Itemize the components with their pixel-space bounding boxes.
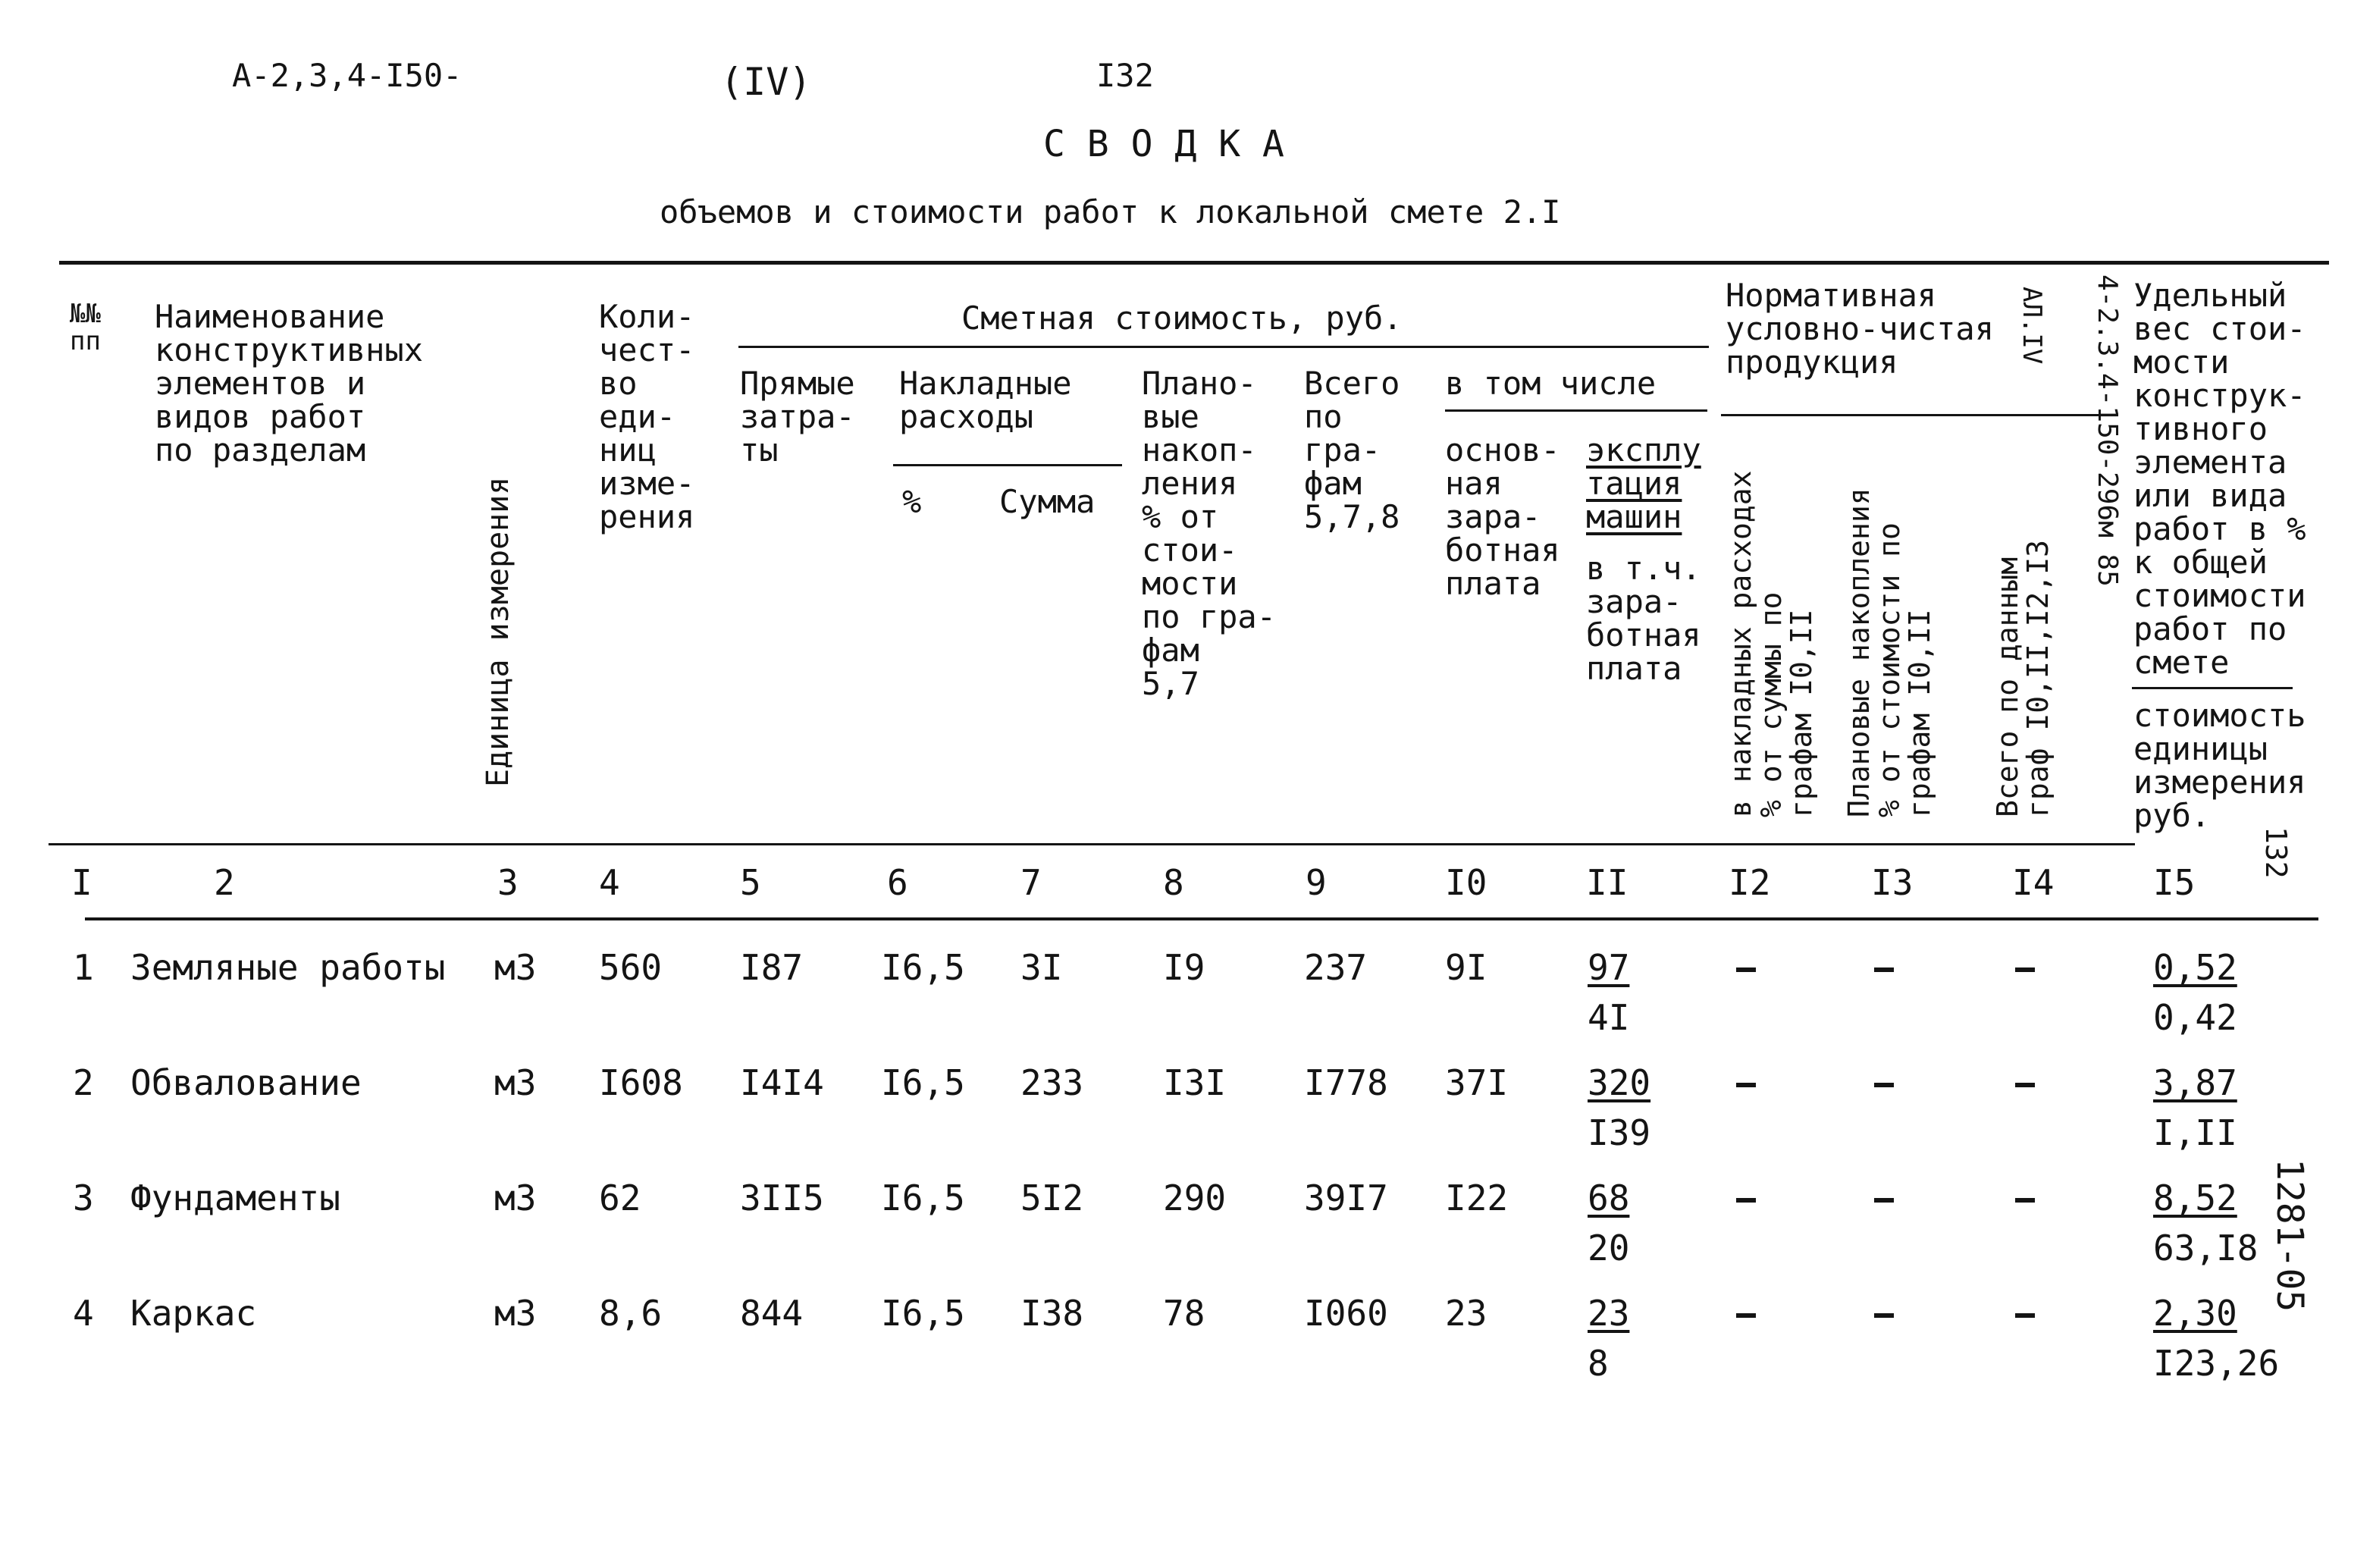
row-machines-wage: 20 — [1588, 1228, 1630, 1269]
header-planned-savings: Плано- вые накоп- ления % от стои- мости по гра- фам 5,7 — [1142, 365, 1277, 702]
row-quantity: I608 — [599, 1062, 683, 1103]
row-machines: 97 — [1588, 947, 1630, 988]
estimate-group-rule — [738, 346, 1709, 348]
row-unit: м3 — [494, 947, 537, 988]
row-basic-wage: I22 — [1445, 1178, 1509, 1218]
row-unit: м3 — [494, 1293, 537, 1334]
row-total: I778 — [1304, 1062, 1388, 1103]
row-name: Каркас — [130, 1293, 257, 1334]
including-subrule — [1445, 409, 1707, 412]
row-number: 4 — [73, 1293, 94, 1334]
column-number: 2 — [214, 862, 235, 903]
row-basic-wage: 23 — [1445, 1293, 1487, 1334]
header-normative: Нормативная условно-чистая продукция — [1726, 277, 1995, 381]
column-number: 5 — [740, 862, 761, 903]
row-quantity: 560 — [599, 947, 663, 988]
header-overhead-sum: Сумма — [999, 483, 1096, 520]
column-number: 9 — [1306, 862, 1327, 903]
row-planned: I3I — [1163, 1062, 1227, 1103]
row-name: Обвалование — [130, 1062, 362, 1103]
column-number: 8 — [1163, 862, 1184, 903]
row-unit-cost: 0,42 — [2153, 997, 2237, 1038]
header-bottom-rule — [49, 843, 2135, 845]
row-unit-cost: I,II — [2153, 1112, 2237, 1153]
row-planned: I9 — [1163, 947, 1205, 988]
row-number: 1 — [73, 947, 94, 988]
column-number: I4 — [2012, 862, 2055, 903]
column-number: 4 — [599, 862, 620, 903]
header-direct-costs: Прямые затра- ты — [740, 365, 855, 469]
header-basic-wage: основ- ная зара- ботная плата — [1445, 431, 1560, 602]
row-unit-cost: 63,I8 — [2153, 1228, 2259, 1269]
row-share: 0,52 — [2153, 947, 2237, 988]
margin-page-note: 132 — [2259, 826, 2293, 879]
document-subtitle: объемов и стоимости работ к локальной смете 2.I — [660, 193, 1561, 230]
share-divider-rule — [2132, 687, 2293, 689]
header-name: Наименование конструктивных элементов и видов работ по разделам — [155, 298, 424, 469]
row-machines-wage: 4I — [1588, 997, 1630, 1038]
row-machines-wage: I39 — [1588, 1112, 1651, 1153]
row-overhead-percent: I6,5 — [881, 1293, 965, 1334]
row-overhead-sum: 5I2 — [1020, 1178, 1084, 1218]
row-c14-dash — [2015, 1198, 2035, 1203]
normative-subrule — [1721, 414, 2117, 416]
row-quantity: 8,6 — [599, 1293, 663, 1334]
row-overhead-percent: I6,5 — [881, 1062, 965, 1103]
header-including: в том числе — [1445, 365, 1657, 402]
document-title: С В О Д К А — [1043, 123, 1284, 165]
row-total: I060 — [1304, 1293, 1388, 1334]
row-overhead-percent: I6,5 — [881, 947, 965, 988]
column-number: 7 — [1020, 862, 1042, 903]
row-share: 8,52 — [2153, 1178, 2237, 1218]
part-number: (IV) — [720, 60, 812, 104]
row-c12-dash — [1736, 1083, 1756, 1087]
header-in-planned: Плановые накопления % от стоимости по графам I0,II — [1842, 488, 1936, 817]
row-c13-dash — [1874, 1313, 1894, 1318]
row-name: Фундаменты — [130, 1178, 340, 1218]
column-number: II — [1586, 862, 1628, 903]
document-code: А-2,3,4-I50- — [232, 57, 462, 94]
row-unit-cost: I23,26 — [2153, 1343, 2280, 1384]
header-unit: Единица измерения — [481, 476, 516, 787]
header-num: №№ пп — [70, 299, 101, 356]
row-c13-dash — [1874, 1083, 1894, 1087]
column-numbers-rule — [85, 917, 2318, 920]
margin-album-note: АЛ.IV — [2017, 287, 2047, 365]
row-machines-wage: 8 — [1588, 1343, 1609, 1384]
column-number: I — [71, 862, 92, 903]
header-unit-cost: стоимость единицы измерения руб. — [2133, 697, 2306, 834]
header-estimate-group: Сметная стоимость, руб. — [961, 299, 1403, 337]
row-direct: 844 — [740, 1293, 804, 1334]
row-c12-dash — [1736, 967, 1756, 972]
row-basic-wage: 37I — [1445, 1062, 1509, 1103]
row-number: 2 — [73, 1062, 94, 1103]
margin-code-note: 4-2.3.4-150-296м 85 — [2092, 274, 2123, 587]
header-total: Всего по гра- фам 5,7,8 — [1304, 365, 1400, 535]
row-c14-dash — [2015, 967, 2035, 972]
row-direct: 3II5 — [740, 1178, 824, 1218]
row-share: 3,87 — [2153, 1062, 2237, 1103]
margin-number-note: 1281-05 — [2268, 1159, 2311, 1312]
header-total-by: Всего по данным граф I0,II,I2,I3 — [1991, 539, 2055, 817]
row-number: 3 — [73, 1178, 94, 1218]
row-unit: м3 — [494, 1062, 537, 1103]
column-number: I3 — [1871, 862, 1914, 903]
row-machines: 68 — [1588, 1178, 1630, 1218]
header-share: Удельный вес стои- мости конструк- тивного элемента или вида работ в % к общей стоимости работ по смете — [2133, 277, 2306, 681]
row-overhead-sum: 233 — [1020, 1062, 1084, 1103]
row-quantity: 62 — [599, 1178, 641, 1218]
row-overhead-percent: I6,5 — [881, 1178, 965, 1218]
header-in-overhead: в накладных расходах % от суммы по графам I0,II — [1724, 470, 1818, 817]
row-total: 39I7 — [1304, 1178, 1388, 1218]
row-planned: 290 — [1163, 1178, 1227, 1218]
row-c14-dash — [2015, 1313, 2035, 1318]
row-overhead-sum: I38 — [1020, 1293, 1084, 1334]
header-machines-wage: в т.ч. зара- ботная плата — [1586, 550, 1701, 687]
column-number: 3 — [497, 862, 519, 903]
header-machines: эксплу тация машин — [1586, 431, 1701, 535]
overhead-subrule — [893, 464, 1122, 466]
row-machines: 23 — [1588, 1293, 1630, 1334]
table-top-rule — [59, 261, 2329, 265]
row-c12-dash — [1736, 1313, 1756, 1318]
row-overhead-sum: 3I — [1020, 947, 1063, 988]
row-c14-dash — [2015, 1083, 2035, 1087]
column-number: I5 — [2153, 862, 2196, 903]
header-overhead: Накладные расходы — [899, 365, 1072, 435]
column-number: I2 — [1729, 862, 1771, 903]
page-number: I32 — [1096, 57, 1154, 94]
row-c12-dash — [1736, 1198, 1756, 1203]
row-planned: 78 — [1163, 1293, 1205, 1334]
row-c13-dash — [1874, 967, 1894, 972]
row-share: 2,30 — [2153, 1293, 2237, 1334]
header-overhead-percent: % — [902, 483, 922, 520]
row-c13-dash — [1874, 1198, 1894, 1203]
row-basic-wage: 9I — [1445, 947, 1487, 988]
row-name: Земляные работы — [130, 947, 446, 988]
row-direct: I87 — [740, 947, 804, 988]
row-direct: I4I4 — [740, 1062, 824, 1103]
row-machines: 320 — [1588, 1062, 1651, 1103]
column-number: 6 — [887, 862, 908, 903]
header-quantity: Коли- чест- во еди- ниц изме- рения — [599, 298, 695, 535]
row-total: 237 — [1304, 947, 1368, 988]
row-unit: м3 — [494, 1178, 537, 1218]
column-number: I0 — [1445, 862, 1487, 903]
